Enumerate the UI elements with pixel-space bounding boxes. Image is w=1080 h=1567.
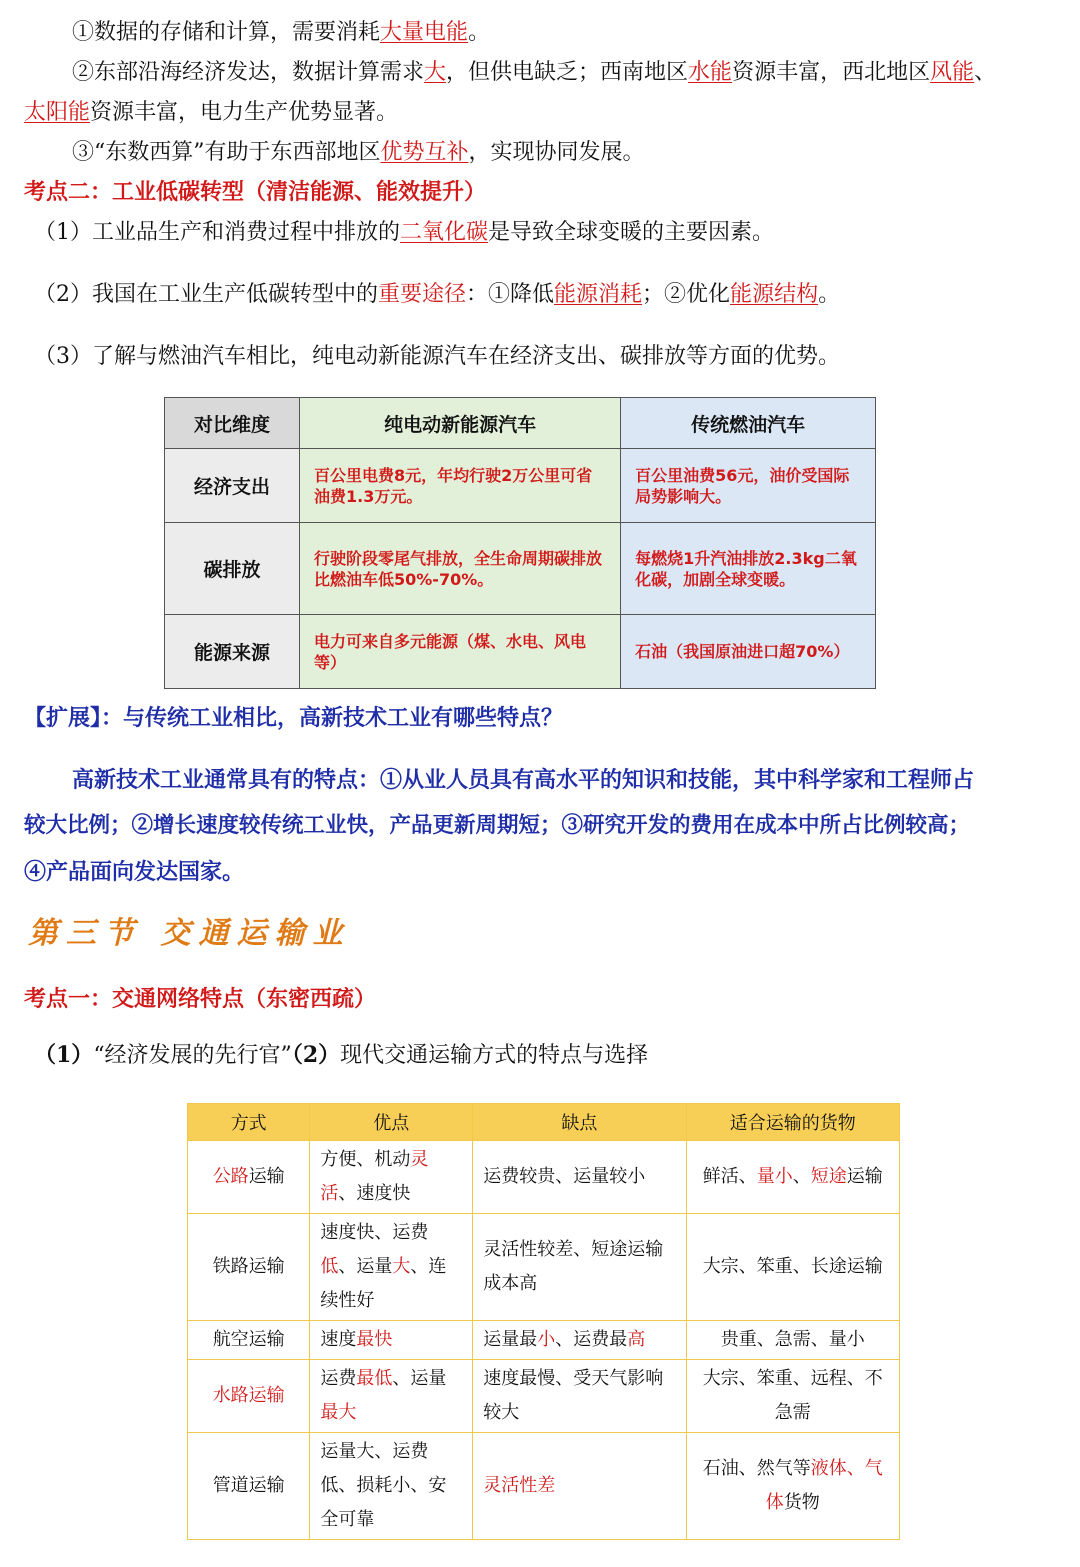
table-header-row bbox=[188, 1104, 900, 1141]
advantages-cell bbox=[310, 1141, 473, 1214]
highlight-keyword: 液体、气体 bbox=[765, 1458, 883, 1513]
table-row bbox=[165, 523, 876, 615]
header-dimension: 对比维度 bbox=[165, 398, 300, 449]
table-row bbox=[188, 1321, 900, 1360]
text-span: （1） bbox=[34, 1042, 94, 1068]
highlight-keyword: 太阳能 bbox=[24, 100, 91, 125]
highlight-keyword: 二氧化碳 bbox=[400, 220, 489, 245]
highlight-keyword: 优势互补 bbox=[380, 140, 469, 165]
table-row bbox=[188, 1360, 900, 1433]
text-span: 贵重、急需、量小 bbox=[720, 1329, 865, 1350]
text-span: 大宗、笨重、长途运输 bbox=[702, 1256, 883, 1277]
extension-answer-line-2: 较大比例；②增长速度较传统工业快，产品更新周期短；③研究开发的费用在成本中所占比例较高； bbox=[24, 813, 971, 838]
goods-cell bbox=[686, 1360, 899, 1433]
highlight-keyword: 灵活性差 bbox=[483, 1475, 556, 1496]
section-title: 第三节 交通运输业 bbox=[28, 916, 351, 951]
highlight-keyword: 量小 bbox=[756, 1166, 793, 1187]
mode-cell bbox=[188, 1141, 310, 1214]
highlight-keyword: 水能 bbox=[688, 60, 733, 85]
table-row bbox=[188, 1141, 900, 1214]
highlight-keyword: 能源消耗 bbox=[554, 282, 643, 307]
table-row bbox=[165, 449, 876, 523]
highlight-keyword: 最大 bbox=[320, 1402, 357, 1423]
text-span: 运量最 bbox=[483, 1329, 538, 1350]
ev-cell: 百公里电费8元，年均行驶2万公里可省油费1.3万元。 bbox=[300, 449, 621, 523]
text-span: 航空运输 bbox=[212, 1329, 285, 1350]
text-span: 运输 bbox=[846, 1166, 883, 1187]
text-span: ；②优化 bbox=[642, 282, 731, 307]
mode-cell bbox=[188, 1214, 310, 1321]
text-span: “经济发展的先行官” bbox=[93, 1043, 292, 1068]
row-dimension: 能源来源 bbox=[165, 615, 300, 689]
disadvantages-cell bbox=[473, 1321, 686, 1360]
transport-table bbox=[187, 1103, 900, 1540]
text-span: 。 bbox=[818, 282, 841, 307]
advantages-cell bbox=[310, 1214, 473, 1321]
text-span: （2） bbox=[291, 1042, 341, 1068]
advantages-cell bbox=[310, 1433, 473, 1540]
goods-cell bbox=[686, 1433, 899, 1540]
disadvantages-cell bbox=[473, 1141, 686, 1214]
transport-intro bbox=[34, 1040, 648, 1071]
highlight-keyword: 能源结构 bbox=[730, 282, 819, 307]
paragraph-energy-consumption bbox=[72, 18, 490, 48]
text-span: 速度快、运费 bbox=[320, 1222, 429, 1243]
paragraph-solar bbox=[24, 98, 398, 128]
text-span: 、连续性好 bbox=[320, 1256, 447, 1311]
header-mode: 方式 bbox=[188, 1104, 310, 1141]
table-row bbox=[188, 1433, 900, 1540]
highlight-keyword: 大 bbox=[424, 60, 447, 85]
text-span: 速度最慢、受天气影响较大 bbox=[483, 1368, 664, 1423]
text-span: 、 bbox=[792, 1166, 811, 1187]
mode-cell bbox=[188, 1433, 310, 1540]
extension-answer-line-1: 高新技术工业通常具有的特点：①从业人员具有高水平的知识和技能，其中科学家和工程师占 bbox=[72, 767, 975, 793]
text-span: ①数据的存储和计算，需要消耗 bbox=[72, 20, 381, 45]
paragraph-east-west bbox=[72, 58, 996, 88]
text-span: 。 bbox=[468, 20, 491, 45]
text-span: 资源丰富，西北地区 bbox=[732, 60, 931, 85]
fuel-cell: 每燃烧1升汽油排放2.3kg二氧化碳，加剧全球变暖。 bbox=[621, 523, 876, 615]
goods-cell bbox=[686, 1321, 899, 1360]
paragraph-east-data-west-compute bbox=[72, 138, 645, 168]
ev-cell: 行驶阶段零尾气排放，全生命周期碳排放比燃油车低50%-70%。 bbox=[300, 523, 621, 615]
heading-point-one: 考点一：交通网络特点（东密西疏） bbox=[24, 987, 377, 1012]
text-span: ：①降低 bbox=[466, 282, 555, 307]
text-span: 、速度快 bbox=[338, 1183, 411, 1204]
header-disadvantages: 缺点 bbox=[473, 1104, 686, 1141]
highlight-keyword: 最低 bbox=[356, 1368, 393, 1389]
text-span: 鲜活、 bbox=[702, 1166, 757, 1187]
highlight-keyword: 风能 bbox=[930, 60, 975, 85]
row-dimension: 碳排放 bbox=[165, 523, 300, 615]
table-row bbox=[165, 615, 876, 689]
text-span: 方便、机动 bbox=[320, 1149, 411, 1170]
row-dimension: 经济支出 bbox=[165, 449, 300, 523]
heading-point-two: 考点二：工业低碳转型（清洁能源、能效提升） bbox=[24, 180, 487, 205]
text-span: ③“东数西算”有助于东西部地区 bbox=[72, 140, 381, 165]
fuel-cell: 百公里油费56元，油价受国际局势影响大。 bbox=[621, 449, 876, 523]
disadvantages-cell bbox=[473, 1214, 686, 1321]
extension-question: 【扩展】：与传统工业相比，高新技术工业有哪些特点？ bbox=[24, 705, 564, 731]
goods-cell bbox=[686, 1214, 899, 1321]
text-span: 是导致全球变暖的主要因素。 bbox=[488, 220, 775, 245]
text-span: 石油、然气等 bbox=[702, 1458, 811, 1479]
goods-cell bbox=[686, 1141, 899, 1214]
table-row bbox=[188, 1214, 900, 1321]
advantages-cell bbox=[310, 1360, 473, 1433]
advantages-cell bbox=[310, 1321, 473, 1360]
text-span: 、运量 bbox=[392, 1368, 447, 1389]
text-span: 大宗、笨重、远程、不急需 bbox=[702, 1368, 883, 1423]
text-span: 运费较贵、运量较小 bbox=[483, 1166, 646, 1187]
highlight-keyword: 低 bbox=[320, 1256, 339, 1277]
disadvantages-cell bbox=[473, 1433, 686, 1540]
text-span: 管道运输 bbox=[212, 1475, 285, 1496]
highlight-keyword: 灵活 bbox=[320, 1149, 429, 1204]
highlight-keyword: 重要途径 bbox=[378, 282, 467, 307]
highlight-keyword: 小 bbox=[537, 1329, 556, 1350]
mode-cell bbox=[188, 1321, 310, 1360]
text-span: 运费 bbox=[320, 1368, 357, 1389]
text-span: 灵活性较差、短途运输成本高 bbox=[483, 1239, 664, 1294]
text-span: 运量大、运费低、损耗小、安全可靠 bbox=[320, 1441, 447, 1530]
disadvantages-cell bbox=[473, 1360, 686, 1433]
highlight-keyword: 大 bbox=[392, 1256, 411, 1277]
highlight-keyword: 公路 bbox=[212, 1166, 249, 1187]
text-span: 速度 bbox=[320, 1329, 357, 1350]
highlight-keyword: 高 bbox=[627, 1329, 646, 1350]
header-fuel-car: 传统燃油汽车 bbox=[621, 398, 876, 449]
ev-cell: 电力可来自多元能源（煤、水电、风电等） bbox=[300, 615, 621, 689]
text-span: 、运费最 bbox=[555, 1329, 628, 1350]
question-1 bbox=[34, 218, 774, 248]
text-span: 铁路运输 bbox=[212, 1256, 285, 1277]
text-span: 运输 bbox=[248, 1166, 285, 1187]
text-span: ，实现协同发展。 bbox=[468, 140, 645, 165]
table-header-row bbox=[165, 398, 876, 449]
text-span: 资源丰富，电力生产优势显著。 bbox=[90, 100, 399, 125]
fuel-cell: 石油（我国原油进口超70%） bbox=[621, 615, 876, 689]
question-3: （3）了解与燃油汽车相比，纯电动新能源汽车在经济支出、碳排放等方面的优势。 bbox=[34, 344, 840, 369]
extension-answer-line-3: ④产品面向发达国家。 bbox=[24, 859, 245, 885]
text-span: ，但供电缺乏；西南地区 bbox=[446, 60, 689, 85]
text-span: 、运量 bbox=[338, 1256, 393, 1277]
header-suitable-goods: 适合运输的货物 bbox=[686, 1104, 899, 1141]
header-ev: 纯电动新能源汽车 bbox=[300, 398, 621, 449]
text-span: 、 bbox=[974, 60, 997, 85]
highlight-keyword: 最快 bbox=[356, 1329, 393, 1350]
question-2 bbox=[34, 280, 840, 310]
mode-cell bbox=[188, 1360, 310, 1433]
text-span: 货物 bbox=[783, 1492, 820, 1513]
highlight-keyword: 大量电能 bbox=[380, 20, 469, 45]
highlight-keyword: 水路运输 bbox=[212, 1385, 285, 1406]
car-comparison-table bbox=[164, 397, 876, 689]
text-span: 现代交通运输方式的特点与选择 bbox=[340, 1043, 649, 1068]
highlight-keyword: 短途 bbox=[810, 1166, 847, 1187]
header-advantages: 优点 bbox=[310, 1104, 473, 1141]
text-span: （2）我国在工业生产低碳转型中的 bbox=[34, 282, 378, 307]
text-span: （1）工业品生产和消费过程中排放的 bbox=[34, 220, 400, 245]
text-span: ②东部沿海经济发达，数据计算需求 bbox=[72, 60, 425, 85]
